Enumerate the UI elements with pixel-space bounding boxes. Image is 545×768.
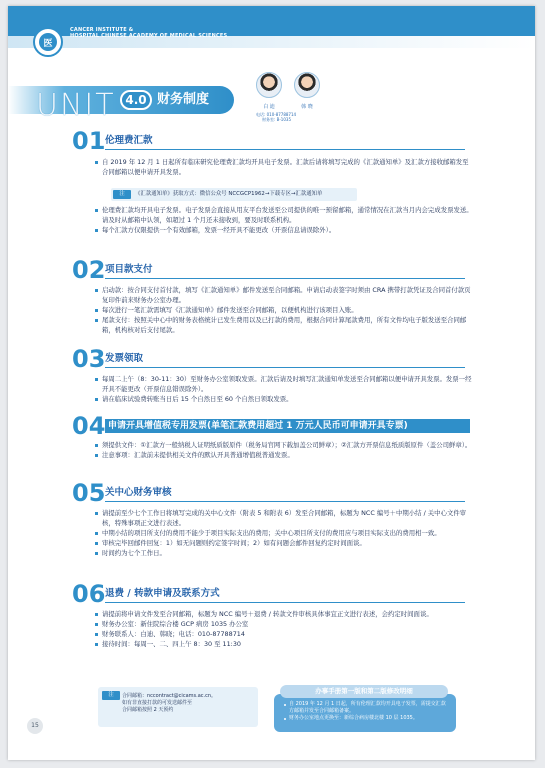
- section-02-list: [94, 285, 474, 335]
- list-item: 财务办公室：新住院综合楼 GCP 病房 1035 办公室: [94, 619, 474, 629]
- list-item: 伦理费汇款均开具电子发票。电子发票会直接从用友平台发送至公司提供的唯一预留邮箱，通常情况在汇款当月内会完成发票发送。请及时从邮箱中认领，如超过 1 个月还未接收到，要及时联系机构。: [94, 205, 474, 225]
- list-item: 时间约为七个工作日。: [94, 548, 474, 558]
- section-04-number: 04: [72, 412, 106, 440]
- section-06-number: 06: [72, 580, 106, 608]
- section-02-rule: [105, 278, 465, 279]
- note-tag: 注: [102, 691, 120, 700]
- section-03-rule: [105, 367, 465, 368]
- contact-phone: 电话: 010-87788714: [256, 112, 297, 117]
- hospital-logo: [33, 27, 63, 57]
- section-06-rule: [105, 602, 465, 603]
- list-item: 每周二上午（8：30-11：30）至财务办公室领取发票。汇款后请及时填写汇款通知单发送至合同邮箱以便申请开具发票。发票一经开具不能更改（开票信息错误除外）。: [94, 374, 474, 394]
- document-page: [8, 6, 535, 760]
- contact-info: [256, 112, 296, 122]
- list-item: 财务联系人：白迪、韩晓；电话：010-87788714: [94, 629, 474, 639]
- section-06-list: [94, 609, 474, 649]
- section-03-title: 发票领取: [105, 353, 144, 364]
- list-item: 中期小结的项目所支付的费用不能少于项目实际支出的费用；关中心项目所支付的费用应与项目实际支出的费用相一致。: [94, 528, 474, 538]
- list-item: 注意事项：汇款前未提供相关文件的默认开具普通增值税普通发票。: [94, 450, 474, 460]
- avatar-person2: [294, 72, 320, 98]
- section-01-list: [94, 157, 474, 177]
- person2-name: 韩 晓: [301, 104, 313, 110]
- announcement-title: 办事手册第一版和第二版修改明细: [280, 685, 448, 698]
- section-01-rule: [105, 149, 465, 150]
- list-item: 自 2019 年 12 月 1 日起所有临床研究伦理费汇款均开具电子发票。汇款后请将填写完成的《汇款通知单》及汇款方接收邮箱发至合同邮箱以便申请开具发票。: [94, 157, 474, 177]
- list-item: 每次进行一笔汇款需填写《汇款通知单》邮件发送至合同邮箱，以便机构进行该项目入账。: [94, 305, 474, 315]
- announcement-item: 财务办公室地点更换至：新综合病房楼北楼 10 层 1035。: [284, 715, 450, 722]
- section-01-number: 01: [72, 127, 106, 155]
- section-01-note: [111, 188, 357, 201]
- unit-title: 财务制度: [157, 92, 210, 107]
- section-02-number: 02: [72, 256, 106, 284]
- list-item: 请在临床试验费转账当日后 15 个自然日至 60 个自然日领取发票。: [94, 394, 474, 404]
- list-item: 请提前至少七个工作日将填写完成的关中心文件（附表 5 和附表 6）发至合同邮箱，标题为 NCC 编号＋中期小结 / 关中心文件审核，特殊事项正文进行表述。: [94, 508, 474, 528]
- unit-word: UNIT: [36, 88, 116, 123]
- section-06-title: 退费 / 转款申请及联系方式: [105, 588, 220, 599]
- logo-mark: 医: [39, 33, 57, 51]
- section-01-title: 伦理费汇款: [105, 135, 153, 146]
- list-item: 请提前将申请文件发至合同邮箱，标题为 NCC 编号＋退费 / 转款文件审核具体事宜正文进行表述，会约定时间面谈。: [94, 609, 474, 619]
- section-05-title: 关中心财务审核: [105, 487, 172, 498]
- unit-number: 4.0: [120, 90, 152, 110]
- page-number: 15: [27, 718, 43, 734]
- section-05-number: 05: [72, 479, 106, 507]
- institution-name: [70, 27, 227, 39]
- footer-note-line: 合同邮箱按照 2 天预约: [122, 707, 174, 713]
- list-item: 审核完毕回邮件回复：1）如无问题则约定签字时间；2）如有问题会邮件回复约定时间面谈。: [94, 538, 474, 548]
- section-05-rule: [105, 501, 465, 502]
- section-03-number: 03: [72, 345, 106, 373]
- avatar-person1: [256, 72, 282, 98]
- list-item: 启动款：按合同支付首付款，填写《汇款通知单》邮件发送至合同邮箱。申请启动表签字时须由 CRA 携带打款凭证及合同首付款页复印件前来财务办公室办理。: [94, 285, 474, 305]
- section-03-list: [94, 374, 474, 404]
- section-05-list: [94, 508, 474, 558]
- list-item: 须提供文件：①汇款方一般纳税人证明纸质版原件（税务局官网下载加盖公司鲜章）；②汇款方开票信息纸质版原件（盖公司鲜章）。: [94, 440, 474, 450]
- person1-name: 白 迪: [263, 104, 275, 110]
- announcement-body: [274, 694, 456, 732]
- announcement-item: 自 2019 年 12 月 1 日起，所有伦理汇款均开具电子发票，需提交汇款方邮箱并发至合同邮箱备案。: [284, 701, 450, 715]
- section-01-list-2: [94, 205, 474, 235]
- revision-announcement: [270, 685, 458, 731]
- note-tag: 注: [113, 190, 131, 199]
- section-04-list: [94, 440, 474, 460]
- list-item: 每个汇款方仅限提供一个有效邮箱，发票一经开具不能更改（开票信息请误除外）。: [94, 225, 474, 235]
- institution-line2: HOSPITAL CHINESE ACADEMY OF MEDICAL SCIENCES: [70, 33, 228, 39]
- section-02-title: 项目款支付: [105, 264, 153, 275]
- contact-room: 财务室: B-1035: [262, 117, 291, 122]
- footer-note-line: 合同邮箱：nccontract@cicams.ac.cn。: [122, 693, 217, 699]
- footer-note: [98, 687, 258, 727]
- note-text: 《汇款通知单》获取方式：微信公众号 NCCGCP1962→下载专区→汇款通知单: [135, 191, 323, 197]
- institution-line1: CANCER INSTITUTE &: [70, 27, 134, 33]
- footer-note-line: 如有非直接打款的可发送邮件至: [122, 700, 193, 706]
- list-item: 接待时间：每周一、二、四上午 8：30 至 11:30: [94, 639, 474, 649]
- list-item: 尾款支付：按照关中心中的财务表格统计已发生费用以及已打款的费用，根据合同计算尾款费用，所有文件均电子版发送至合同邮箱，机构核对后支付尾款。: [94, 315, 474, 335]
- section-04-title: 申请开具增值税专用发票(单笔汇款费用超过 1 万元人民币可申请开具专票): [105, 419, 470, 433]
